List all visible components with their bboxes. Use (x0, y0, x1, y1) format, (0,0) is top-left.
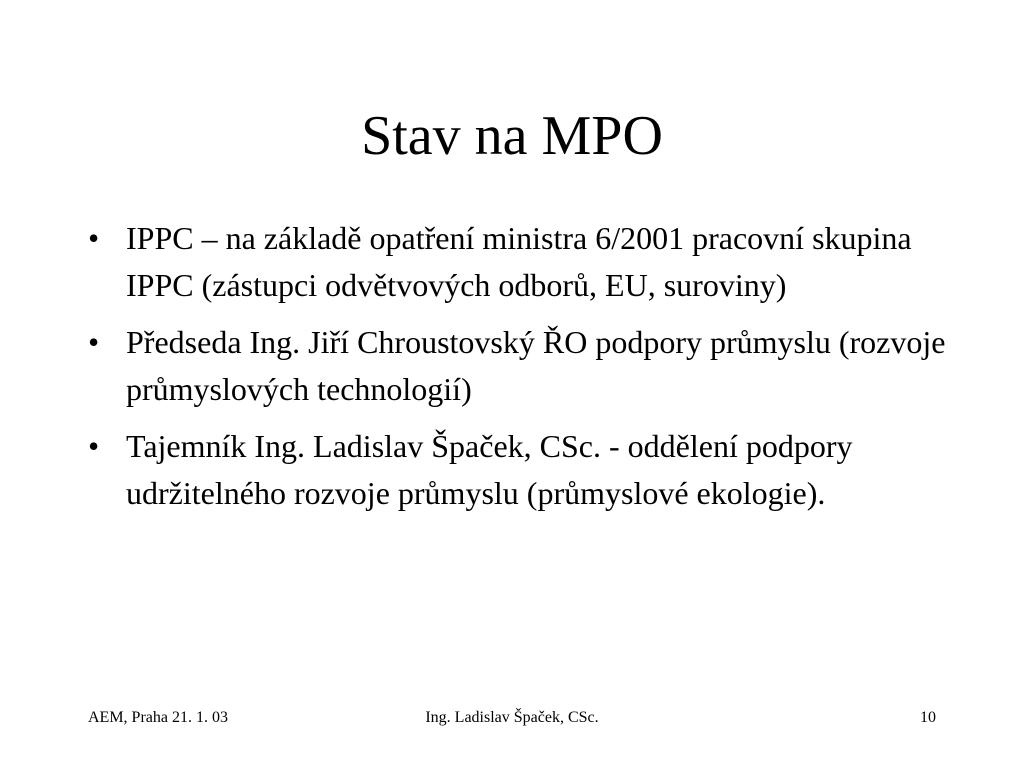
bullet-text: Předseda Ing. Jiří Chroustovský ŘO podpory průmyslu (rozvoje průmyslových technologií) (126, 324, 946, 407)
bullet-text: IPPC – na základě opatření ministra 6/2001 pracovní skupina IPPC (zástupci odvětvových odborů, EU, suroviny) (126, 220, 912, 303)
bullet-item-chairman (88, 319, 948, 413)
bullet-icon: • (88, 220, 100, 256)
bullet-item-ippc (88, 215, 948, 309)
bullet-list (88, 215, 948, 527)
bullet-icon: • (88, 428, 100, 464)
bullet-icon: • (88, 324, 100, 360)
footer-author: Ing. Ladislav Špaček, CSc. (425, 709, 599, 726)
bullet-text: Tajemník Ing. Ladislav Špaček, CSc. - oddělení podpory udržitelného rozvoje průmyslu (průmyslové ekologie). (126, 428, 853, 511)
bullet-item-secretary (88, 423, 948, 517)
footer-event-date: AEM, Praha 21. 1. 03 (88, 709, 228, 726)
footer-page-number: 10 (920, 709, 936, 726)
slide-title: Stav na MPO (361, 105, 663, 167)
